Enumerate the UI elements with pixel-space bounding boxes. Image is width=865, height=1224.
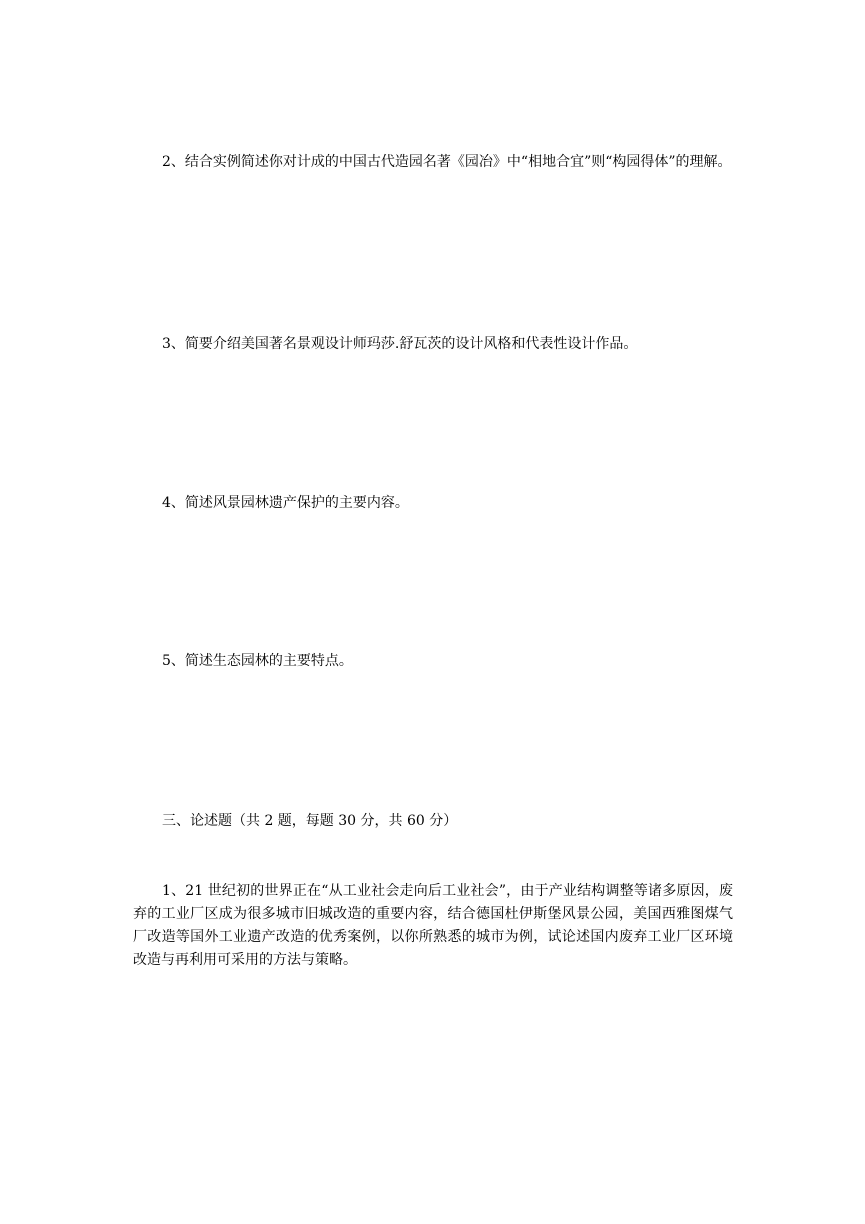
essay-question-1: 1、21 世纪初的世界正在“从工业社会走向后工业社会”，由于产业结构调整等诸多原因，废弃的工业厂区成为很多城市旧城改造的重要内容，结合德国杜伊斯堡风景公园，美国西雅图煤气厂改造等国外工业遗产改造的优秀案例，以你所熟悉的城市为例，试论述国内废弃工业厂区环境改造与再利用可采用的方法与策略。	[133, 883, 733, 968]
question-2: 2、结合实例简述你对计成的中国古代造园名著《园冶》中“相地合宜”则“构园得体”的理解。	[162, 154, 732, 170]
section-3-heading: 三、论述题（共 2 题，每题 30 分，共 60 分）	[162, 813, 458, 829]
question-4: 4、简述风景园林遗产保护的主要内容。	[162, 495, 409, 511]
question-5: 5、简述生态园林的主要特点。	[162, 653, 353, 669]
question-3: 3、简要介绍美国著名景观设计师玛莎.舒瓦茨的设计风格和代表性设计作品。	[162, 336, 638, 352]
